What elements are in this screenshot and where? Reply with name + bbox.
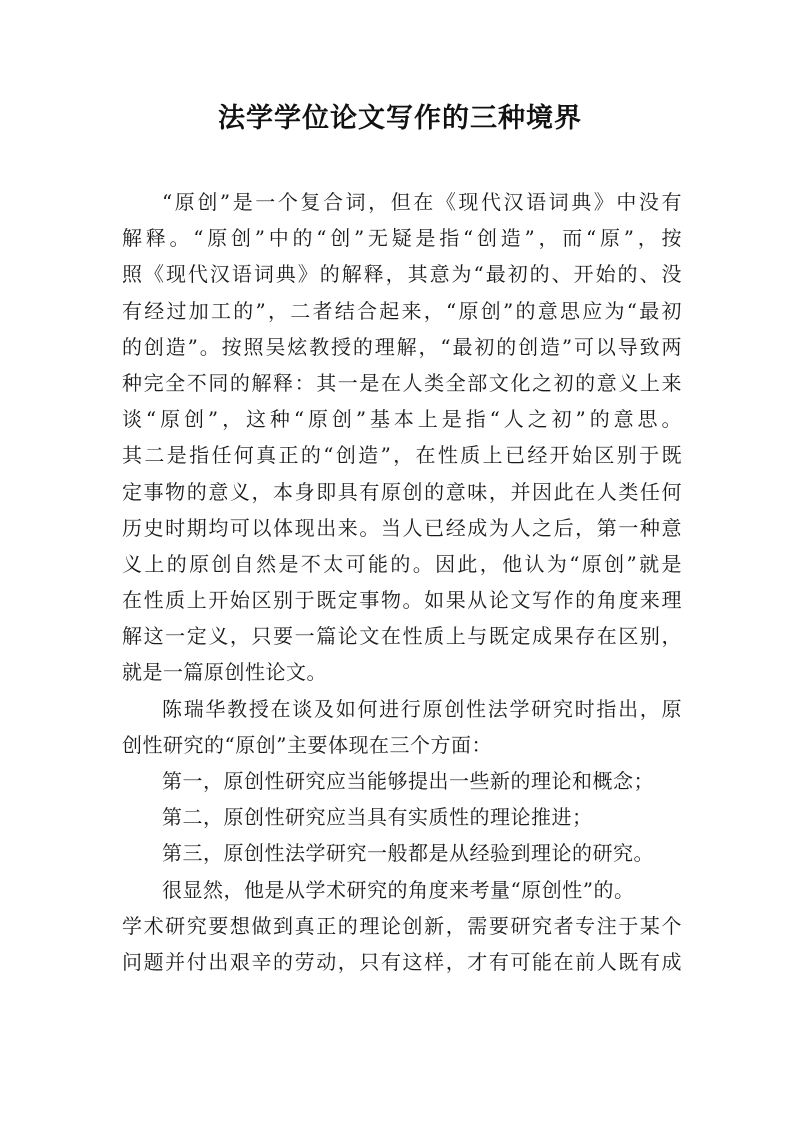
text-line: 义上的原创自然是不太可能的。因此，他认为“原创”就是 [122,551,682,576]
text-line: 在性质上开始区别于既定事物。如果从论文写作的角度来理 [122,588,682,613]
text-line: 第一，原创性研究应当能够提出一些新的理论和概念； [162,769,654,793]
text-line: 解释。“原创”中的“创”无疑是指“创造”，而“原”，按 [122,226,682,251]
text-line: 学术研究要想做到真正的理论创新，需要研究者专注于某个 [122,913,682,938]
text-line: 有经过加工的”，二者结合起来，“原创”的意思应为“最初 [122,298,682,323]
text-line: “原创”是一个复合词，但在《现代汉语词典》中没有 [162,190,682,214]
text-line: 陈瑞华教授在谈及如何进行原创性法学研究时指出，原 [162,696,682,721]
text-line: 第三，原创性法学研究一般都是从经验到理论的研究。 [162,841,654,866]
text-line: 谈“原创”，这种“原创”基本上是指“人之初”的意思。 [122,407,682,432]
text-line: 问题并付出艰辛的劳动，只有这样，才有可能在前人既有成 [122,949,682,974]
text-line: 历史时期均可以体现出来。当人已经成为人之后，第一种意 [122,515,682,540]
text-line: 的创造”。按照吴炫教授的理解，“最初的创造”可以导致两 [122,334,682,359]
text-line: 就是一篇原创性论文。 [122,660,327,685]
text-line: 创性研究的“原创”主要体现在三个方面： [122,732,492,757]
text-line: 种完全不同的解释：其一是在人类全部文化之初的意义上来 [122,370,682,395]
text-line: 照《现代汉语词典》的解释，其意为“最初的、开始的、没 [122,262,682,287]
text-line: 定事物的意义，本身即具有原创的意味，并因此在人类任何 [122,479,682,504]
document-body [122,184,682,980]
text-line: 第二，原创性研究应当具有实质性的理论推进； [162,805,593,830]
text-line: 很显然，他是从学术研究的角度来考量“原创性”的。 [162,877,635,902]
document-title: 法学学位论文写作的三种境界 [218,103,582,134]
text-line: 解这一定义，只要一篇论文在性质上与既定成果存在区别， [122,624,682,649]
text-line: 其二是指任何真正的“创造”，在性质上已经开始区别于既 [122,443,682,468]
